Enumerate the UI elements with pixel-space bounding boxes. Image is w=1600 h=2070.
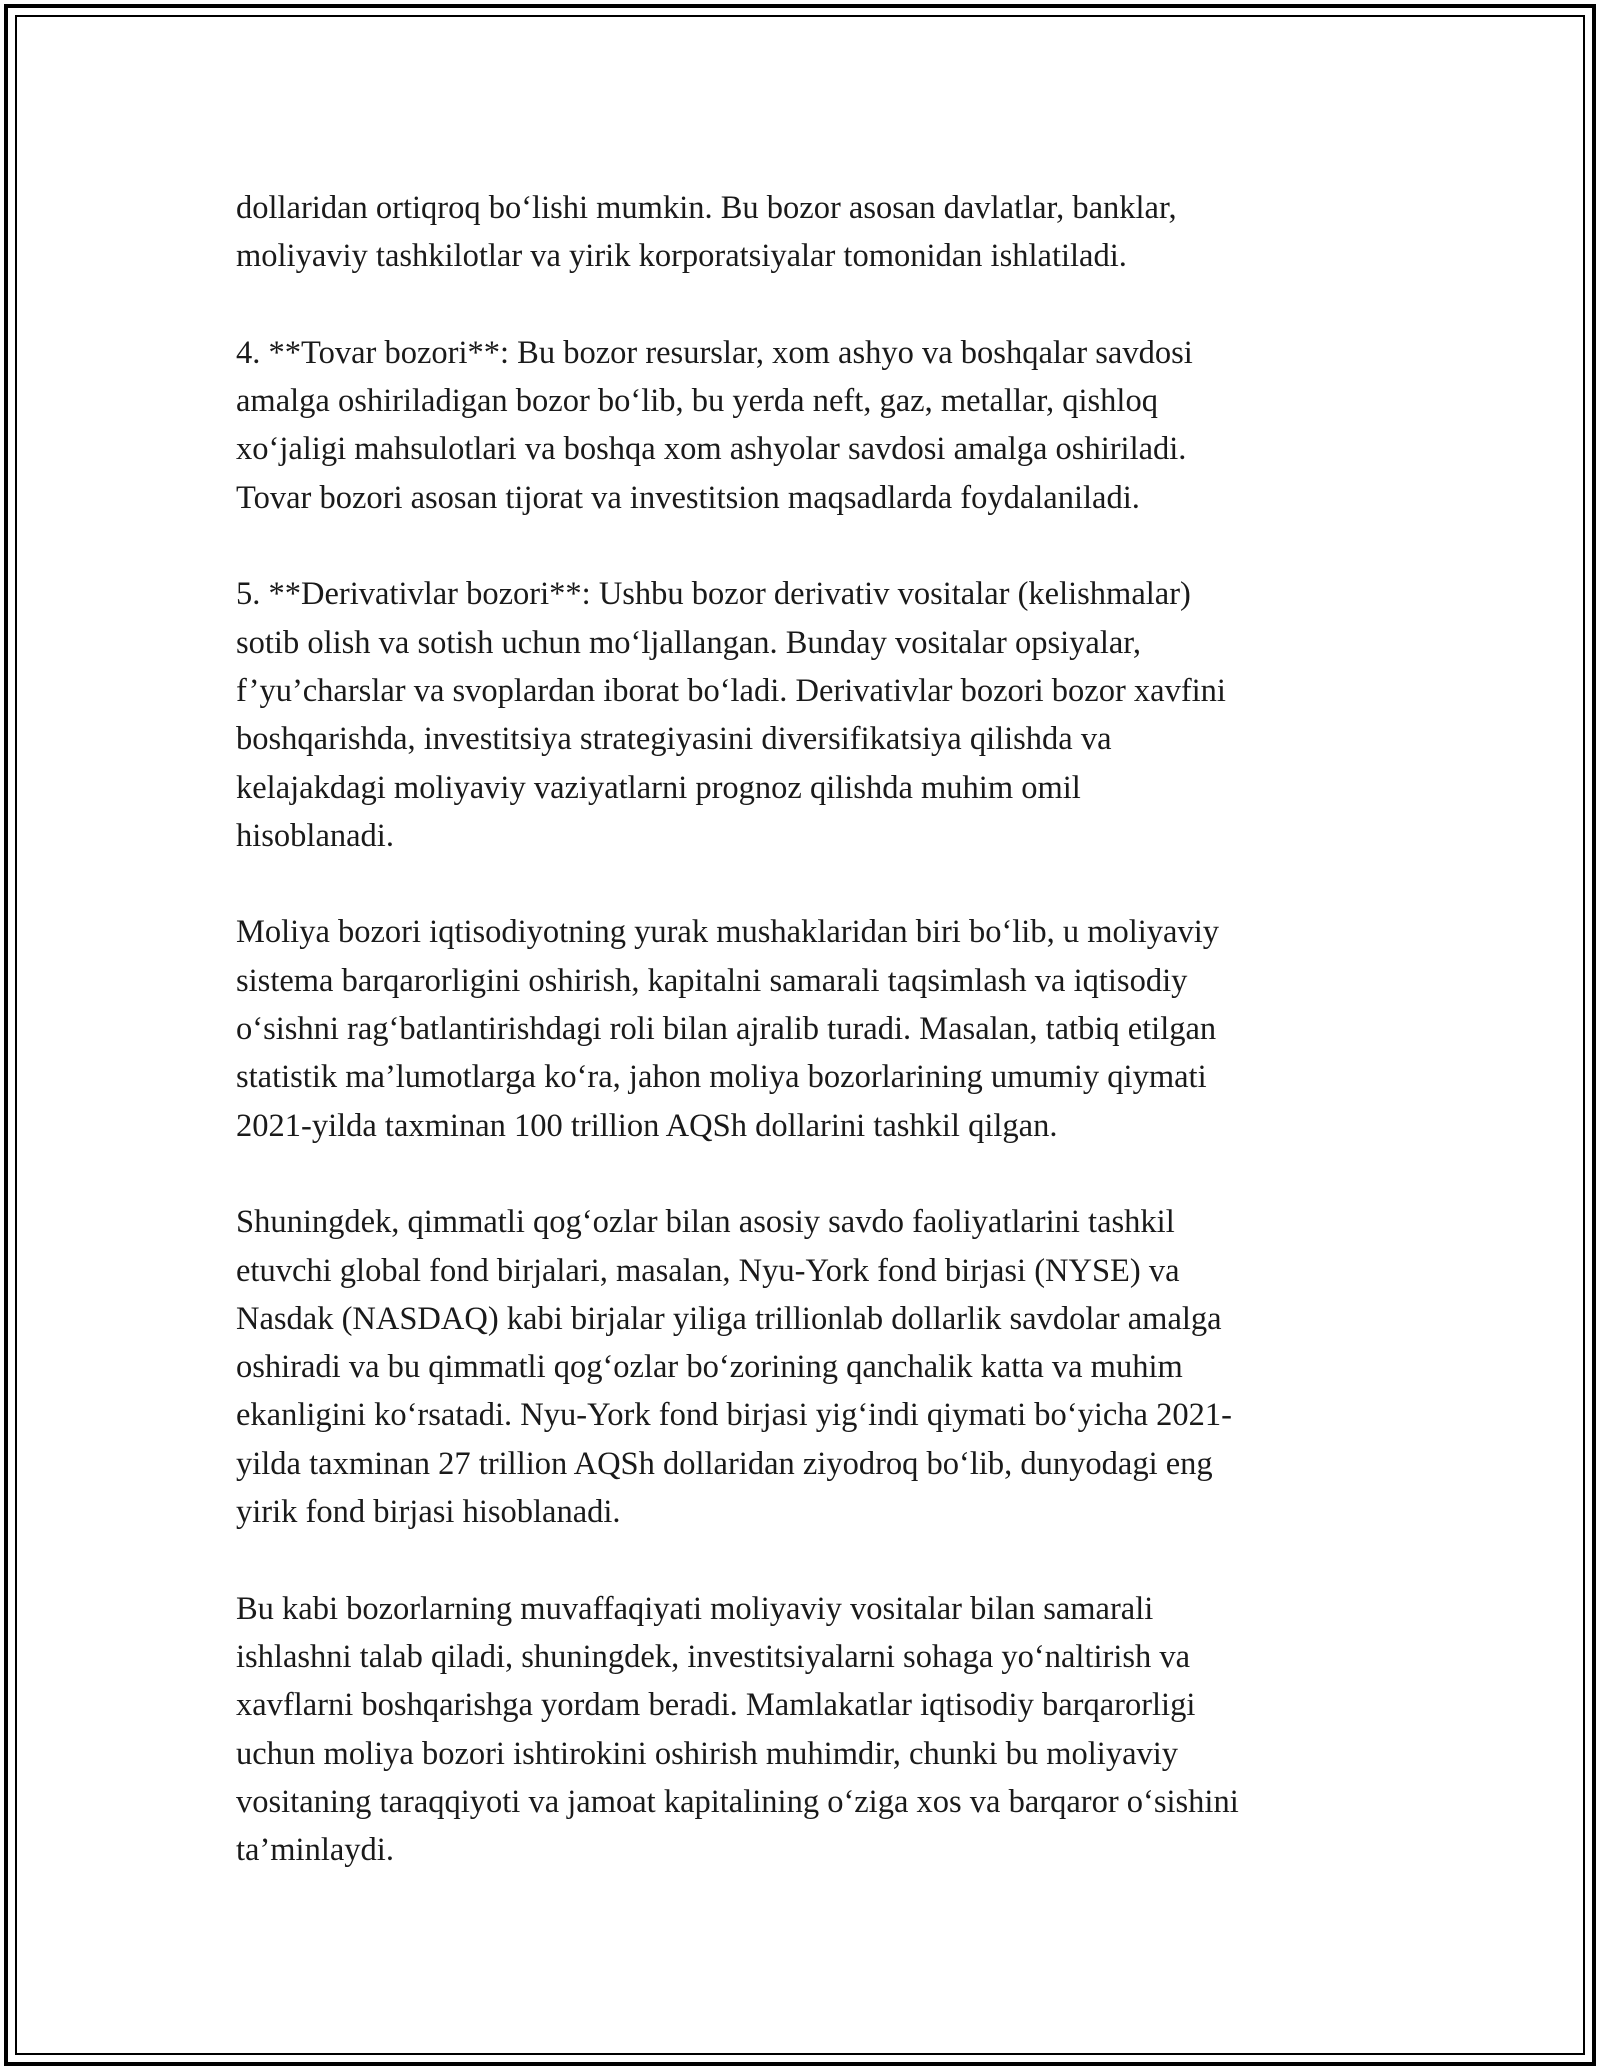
paragraph-stock-exchanges: Shuningdek, qimmatli qog‘ozlar bilan asosiy savdo faoliyatlarini tashkil etuvchi global fond birjalari, masalan, Nyu-York fond birjasi (NYSE) va Nasdak (NASDAQ) kabi birjalar yiliga trillionlab dollarlik savdolar amalga oshiradi va bu qimmatli qog‘ozlar bo‘zorining qanchalik katta va muhim ekanligini ko‘rsatadi. Nyu-York fond birjasi yig‘indi qiymati bo‘yicha 2021- yilda taxminan 27 trillion AQSh dollaridan ziyodroq bo‘lib, dunyodagi eng yirik fond birjasi hisoblanadi. <box>236 1204 1232 1531</box>
paragraph-financial-market-role: Moliya bozori iqtisodiyotning yurak mushaklaridan biri bo‘lib, u moliyaviy sistema barqarorligini oshirish, kapitalni samarali taqsimlash va iqtisodiy o‘sishni rag‘batlantirishdagi roli bilan ajralib turadi. Masalan, tatbiq etilgan statistik ma’lumotlarga ko‘ra, jahon moliya bozorlarining umumiy qiymati 2021-yilda taxminan 100 trillion AQSh dollarini tashkil qilgan. <box>236 914 1219 1144</box>
paragraph-derivatives-market: 5. **Derivativlar bozori**: Ushbu bozor derivativ vositalar (kelishmalar) sotib olish va sotish uchun mo‘ljallangan. Bunday vositalar opsiyalar, f’yu’charslar va svoplardan iborat bo‘ladi. Derivativlar bozori bozor xavfini boshqarishda, investitsiya strategiyasini diversifikatsiya qilishda va kelajakdagi moliyaviy vaziyatlarni prognoz qilishda muhim omil hisoblanadi. <box>236 576 1226 854</box>
paragraph-commodity-market: 4. **Tovar bozori**: Bu bozor resurslar, xom ashyo va boshqalar savdosi amalga oshiriladigan bozor bo‘lib, bu yerda neft, gaz, metallar, qishloq xo‘jaligi mahsulotlari va boshqa xom ashyolar savdosi amalga oshiriladi. Tovar bozori asosan tijorat va investitsion maqsadlarda foydalaniladi. <box>236 334 1193 516</box>
paragraph-conclusion: Bu kabi bozorlarning muvaffaqiyati moliyaviy vositalar bilan samarali ishlashni talab qiladi, shuningdek, investitsiyalarni sohaga yo‘naltirish va xavflarni boshqarishga yordam beradi. Mamlakatlar iqtisodiy barqarorligi uchun moliya bozori ishtirokini oshirish muhimdir, chunki bu moliyaviy vositaning taraqqiyoti va jamoat kapitalining o‘ziga xos va barqaror o‘sishini ta’minlaydi. <box>236 1590 1239 1869</box>
document-body <box>236 184 1386 1923</box>
paragraph-currency-market-end: dollaridan ortiqroq bo‘lishi mumkin. Bu bozor asosan davlatlar, banklar, moliyaviy tashkilotlar va yirik korporatsiyalar tomonidan ishlatiladi. <box>236 190 1177 275</box>
